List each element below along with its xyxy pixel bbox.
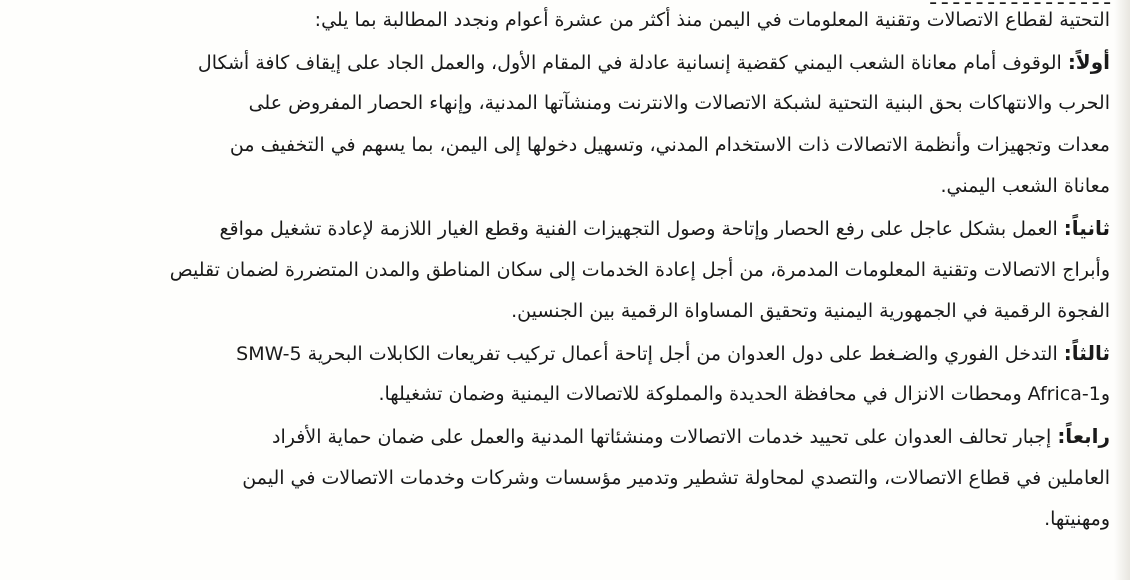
document-body — [70, 0, 1110, 541]
intro-line: التحتية لقطاع الاتصالات وتقنية المعلومات في اليمن منذ أكثر من عشرة أعوام ونجدد المطالبة بما يلي: — [314, 9, 1110, 31]
paragraph-third — [70, 333, 1110, 416]
paragraph-line: الفجوة الرقمية في الجمهورية اليمنية وتحقيق المساواة الرقمية بين الجنسين. — [511, 300, 1110, 323]
paragraph-text: التدخل الفوري والضـغط على دول العدوان من أجل إتاحة أعمال تركيب تفريعات الكابلات البحرية SMW-5 — [236, 342, 1064, 365]
paragraph-line — [70, 42, 1110, 84]
paragraph-lead: رابعاً: — [1057, 423, 1110, 448]
paragraph-text: العمل بشكل عاجل على رفع الحصار وإتاحة وصول التجهيزات الفنية وقطع الغيار اللازمة لإعادة تشغيل مواقع — [219, 217, 1064, 240]
paragraph-second — [70, 208, 1110, 333]
paragraph-line: ومهنيتها. — [1044, 508, 1110, 531]
paragraph-line — [70, 416, 1110, 458]
paragraph-line: وAfrica-1 ومحطات الانزال في محافظة الحديدة والمملوكة للاتصالات اليمنية وضمان تشغيلها. — [378, 383, 1110, 406]
paragraph-first — [70, 42, 1110, 208]
scan-edge-shadow — [1114, 0, 1130, 580]
paragraph-line: معدات وتجهيزات وأنظمة الاتصالات ذات الاستخدام المدني، وتسهيل دخولها إلى اليمن، بما يسهم في التخفيف من — [229, 133, 1110, 156]
paragraph-line: العاملين في قطاع الاتصالات، والتصدي لمحاولة تشطير وتدمير مؤسسات وشركات وخدمات الاتصالات في اليمن — [242, 466, 1110, 489]
paragraph-line: معاناة الشعب اليمني. — [940, 175, 1110, 198]
paragraph-text: الوقوف أمام معاناة الشعب اليمني كقضية إنسانية عادلة في المقام الأول، والعمل الجاد على إيقاف كافة أشكال — [197, 51, 1068, 74]
paragraph-lead: ثالثاً: — [1063, 340, 1110, 365]
paragraph-line — [70, 208, 1110, 250]
paragraph-text: إجبار تحالف العدوان على تحييد خدمات الاتصالات ومنشئاتها المدنية والعمل على ضمان حماية الأفراد — [272, 425, 1058, 448]
paragraph-line: الحرب والانتهاكات بحق البنية التحتية لشبكة الاتصالات والانترنت ومنشآتها المدنية، وإنهاء الحصار المفروض على — [248, 92, 1110, 115]
paragraph-line: وأبراج الاتصالات وتقنية المعلومات المدمرة، من أجل إعادة الخدمات إلى سكان المناطق والمدن المتضررة لضمان تقليص — [169, 258, 1110, 281]
paragraph-lead: ثانياً: — [1063, 215, 1110, 240]
paragraph-lead: أولاً: — [1067, 49, 1110, 74]
paragraph-fourth — [70, 416, 1110, 541]
paragraph-line — [70, 333, 1110, 375]
